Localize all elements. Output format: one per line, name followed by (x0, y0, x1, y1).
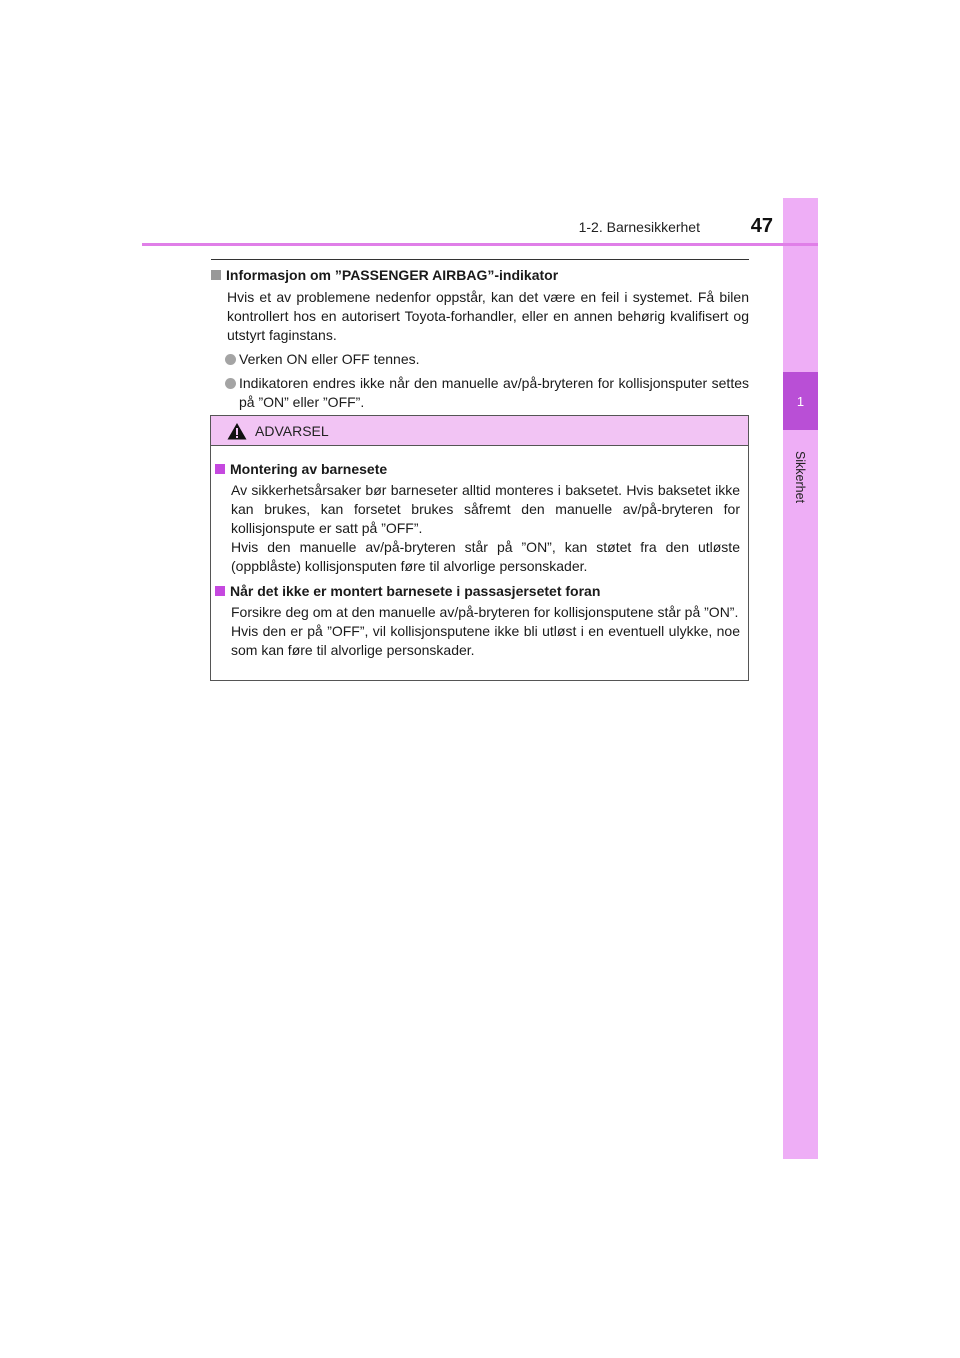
warning-header (211, 416, 748, 446)
warning-box (210, 415, 749, 681)
warning-paragraph: Av sikkerhetsårsaker bør barneseter alltid monteres i baksetet. Hvis baksetet ikke kan brukes, kan forsetet brukes såfremt den manuelle av/på-bryteren for kollisjonspute er satt på ”OFF”. (231, 482, 740, 536)
side-tab-chapter-number: 1 (796, 393, 805, 409)
content-top-rule (211, 259, 749, 260)
warning-paragraph: Hvis den er på ”OFF”, vil kollisjonsputene ikke bli utløst i en eventuell ulykke, noe som kan føre til alvorlige personskader. (231, 623, 740, 658)
warning-section-heading (215, 460, 740, 479)
info-block (211, 266, 749, 412)
info-heading-text: Informasjon om ”PASSENGER AIRBAG”-indikator (226, 267, 559, 283)
warning-section-heading (215, 582, 740, 601)
side-tab (783, 198, 818, 1159)
header-rule (142, 243, 818, 246)
list-item (225, 374, 749, 412)
warning-paragraph: Hvis den manuelle av/på-bryteren står på ”ON”, kan støtet fra den utløste (oppblåste) kollisjonsputen føre til alvorlige personskader. (231, 539, 740, 574)
header-section-title: 1-2. Barnesikkerhet (578, 219, 700, 235)
info-paragraph: Hvis et av problemene nedenfor oppstår, kan det være en feil i systemet. Få bilen kontrollert hos en autorisert Toyota-forhandler, eller en annen behørig kvalifisert og utstyrt faginstans. (227, 289, 749, 343)
warning-triangle-icon (227, 422, 247, 440)
pink-square-bullet-icon (215, 464, 225, 474)
gray-square-bullet-icon (211, 270, 221, 280)
warning-body (211, 446, 748, 660)
pink-square-bullet-icon (215, 586, 225, 596)
warning-section (215, 582, 740, 660)
info-heading (211, 266, 749, 285)
warning-section-heading-text: Montering av barnesete (230, 461, 388, 477)
warning-paragraph: Forsikre deg om at den manuelle av/på-bryteren for kollisjonsputene står på ”ON”. (231, 604, 739, 620)
warning-section-heading-text: Når det ikke er montert barnesete i passasjersetet foran (230, 583, 601, 599)
side-tab-chapter-label: Sikkerhet (793, 450, 807, 504)
list-item (225, 350, 749, 369)
bullet-dot-icon (225, 378, 236, 389)
bullet-dot-icon (225, 354, 236, 365)
list-item-text: Indikatoren endres ikke når den manuelle av/på-bryteren for kollisjonsputer settes på ”ON” eller ”OFF”. (239, 375, 749, 410)
warning-section (215, 460, 740, 576)
list-item-text: Verken ON eller OFF tennes. (239, 351, 420, 367)
page-number: 47 (750, 215, 773, 237)
warning-title: ADVARSEL (255, 423, 329, 439)
